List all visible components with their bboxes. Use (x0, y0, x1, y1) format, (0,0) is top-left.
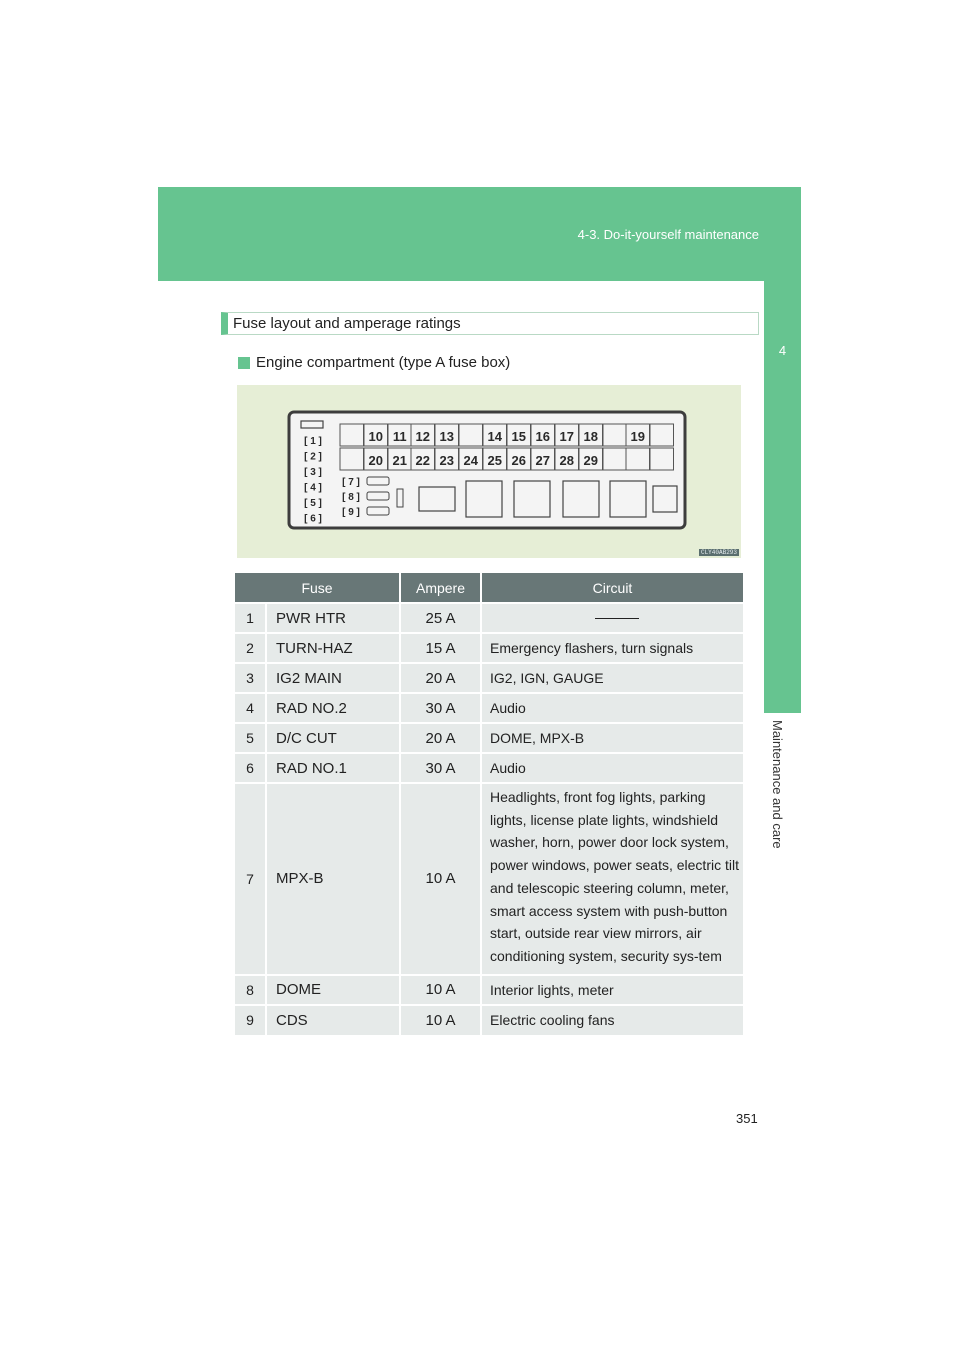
chapter-tab (764, 281, 801, 713)
fuse-slot-top (459, 424, 483, 446)
header-circuit: Circuit (481, 573, 743, 603)
row-number: 7 (235, 783, 266, 975)
fuse-number-16: 16 (535, 429, 550, 444)
fuse-name: TURN-HAZ (266, 633, 400, 663)
fuse-number-18: 18 (583, 429, 598, 444)
fuse-number-26: 26 (511, 453, 526, 468)
mini-fuse-slot (367, 507, 389, 515)
chapter-number: 4 (778, 343, 787, 358)
fuse-circuit: DOME, MPX-B (481, 723, 743, 753)
fuse-name: RAD NO.1 (266, 753, 400, 783)
fuse-ampere: 15 A (400, 633, 481, 663)
fuse-name: RAD NO.2 (266, 693, 400, 723)
fuse-number-17: 17 (559, 429, 574, 444)
fuse-number-29: 29 (583, 453, 598, 468)
fuse-name: MPX-B (266, 783, 400, 975)
square-bullet-icon (238, 357, 250, 369)
fuse-number-25: 25 (487, 453, 502, 468)
fuse-circuit: Interior lights, meter (481, 975, 743, 1005)
fuse-label-4: [ 4 ] (304, 482, 322, 494)
fuse-ampere: 30 A (400, 753, 481, 783)
fuse-box-svg (237, 385, 741, 558)
fuse-circuit: Emergency flashers, turn signals (481, 633, 743, 663)
row-number: 1 (235, 603, 266, 633)
fuse-slot-bottom (626, 448, 650, 470)
fuse-slot-top (603, 424, 627, 446)
fuse-number-14: 14 (487, 429, 502, 444)
fuse-number-20: 20 (368, 453, 383, 468)
fuse-number-22: 22 (415, 453, 430, 468)
vertical-slot (397, 489, 403, 507)
fuse-number-28: 28 (559, 453, 574, 468)
fuse-name: IG2 MAIN (266, 663, 400, 693)
fuse-circuit: IG2, IGN, GAUGE (481, 663, 743, 693)
chapter-label (770, 720, 790, 920)
table-row (235, 633, 743, 663)
fuse-table (235, 573, 743, 1035)
fuse-number-21: 21 (392, 453, 407, 468)
fuse-ampere: 10 A (400, 783, 481, 975)
fuse-slot-bottom (603, 448, 627, 470)
table-row (235, 753, 743, 783)
fuse-name: D/C CUT (266, 723, 400, 753)
subheading-text: Engine compartment (type A fuse box) (256, 354, 511, 371)
relay-box (563, 481, 599, 517)
relay-box (419, 487, 455, 511)
fuse-label-6: [ 6 ] (304, 513, 322, 525)
fuse-circuit: Headlights, front fog lights, parking lights, license plate lights, windshield washer, horn, power door lock system, power windows, power seats, electric tilt and telescopic steering column, meter, smart access system with push-button start, outside rear view mirrors, air conditioning system, security sys-tem (481, 783, 743, 975)
fuse-label-2: [ 2 ] (304, 451, 322, 463)
fuse-box-diagram (237, 385, 741, 558)
fuse-circuit: Electric cooling fans (481, 1005, 743, 1035)
table-row (235, 783, 743, 975)
no-circuit-dash (595, 618, 639, 619)
row-number: 4 (235, 693, 266, 723)
fuse-label-8: [ 8 ] (342, 492, 360, 503)
table-header-row (235, 573, 743, 603)
row-number: 8 (235, 975, 266, 1005)
fuse-number-15: 15 (511, 429, 526, 444)
fuse-label-5: [ 5 ] (304, 498, 322, 509)
relay-box (514, 481, 550, 517)
fuse-ampere: 25 A (400, 603, 481, 633)
fuse-label-1: [ 1 ] (304, 436, 322, 447)
fuse-number-23: 23 (439, 453, 454, 468)
header-ampere: Ampere (400, 573, 481, 603)
fuse-number-11: 11 (392, 429, 407, 444)
fuse-circuit: Audio (481, 693, 743, 723)
table-row (235, 693, 743, 723)
fuse-box-tab (301, 421, 323, 428)
fuse-number-10: 10 (368, 429, 383, 444)
fuse-slot-top (340, 424, 364, 446)
fuse-label-9: [ 9 ] (342, 507, 360, 518)
section-title: Fuse layout and amperage ratings (233, 315, 461, 332)
table-row (235, 1005, 743, 1035)
row-number: 5 (235, 723, 266, 753)
fuse-label-7: [ 7 ] (342, 477, 360, 488)
diagram-code: CLY40AB293 (700, 549, 737, 556)
fuse-number-13: 13 (439, 429, 454, 444)
relay-box (466, 481, 502, 517)
section-heading (221, 312, 759, 335)
fuse-name: PWR HTR (266, 603, 400, 633)
fuse-label-3: [ 3 ] (304, 467, 322, 478)
header-fuse: Fuse (235, 573, 400, 603)
fuse-name: CDS (266, 1005, 400, 1035)
table-row (235, 603, 743, 633)
row-number: 2 (235, 633, 266, 663)
fuse-ampere: 20 A (400, 723, 481, 753)
fuse-slot-bottom (650, 448, 674, 470)
mini-fuse-slot (367, 477, 389, 485)
fuse-circuit: Audio (481, 753, 743, 783)
row-number: 9 (235, 1005, 266, 1035)
chapter-label-text: Maintenance and care (770, 720, 785, 849)
fuse-circuit (481, 603, 743, 633)
table-row (235, 663, 743, 693)
row-number: 6 (235, 753, 266, 783)
row-number: 3 (235, 663, 266, 693)
relay-box (653, 486, 677, 512)
table-row (235, 723, 743, 753)
header-section-title: 4-3. Do-it-yourself maintenance (577, 227, 759, 242)
fuse-ampere: 10 A (400, 975, 481, 1005)
fuse-name: DOME (266, 975, 400, 1005)
fuse-ampere: 10 A (400, 1005, 481, 1035)
subheading (238, 354, 510, 371)
fuse-number-24: 24 (463, 453, 478, 468)
mini-fuse-slot (367, 492, 389, 500)
table-row (235, 975, 743, 1005)
relay-box (610, 481, 646, 517)
fuse-ampere: 20 A (400, 663, 481, 693)
fuse-number-27: 27 (535, 453, 550, 468)
fuse-number-12: 12 (415, 429, 430, 444)
header-band (158, 187, 801, 281)
fuse-slot-bottom (340, 448, 364, 470)
fuse-slot-top (650, 424, 674, 446)
page-number: 351 (736, 1111, 758, 1126)
fuse-number-19: 19 (630, 429, 645, 444)
fuse-ampere: 30 A (400, 693, 481, 723)
